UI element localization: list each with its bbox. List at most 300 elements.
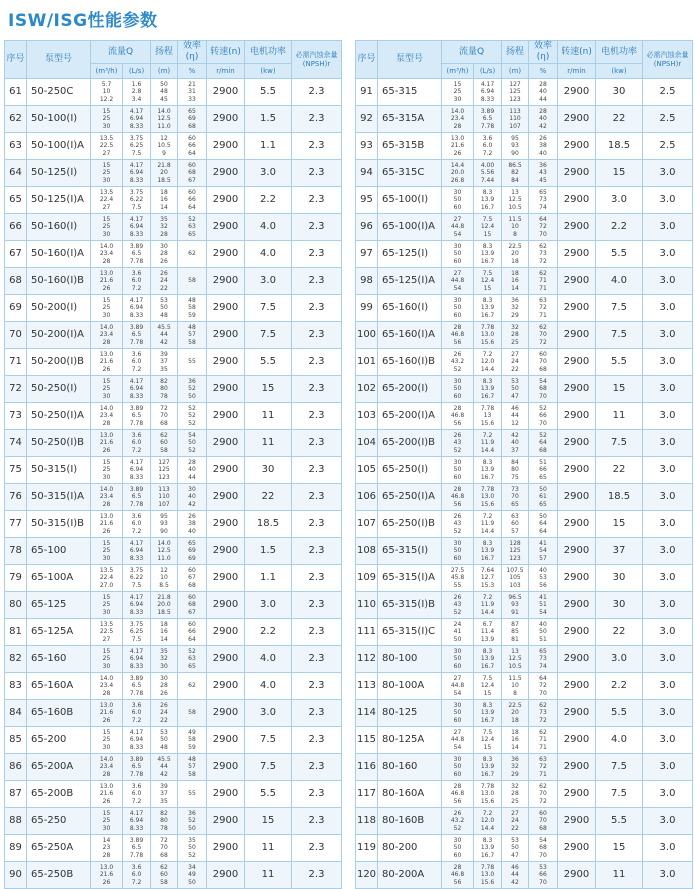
- cell-npsh: 2.3: [292, 457, 342, 484]
- table-row: [5, 403, 342, 430]
- cell-head-value: 123: [158, 473, 170, 481]
- cell-flow-ls: [123, 322, 151, 349]
- cell-flow-ls-value: 7.2: [131, 446, 142, 454]
- cell-flow-ls-value: 3.89: [480, 107, 495, 115]
- cell-flow-ls-value: 7.78: [129, 851, 144, 859]
- cell-head-value: 26: [160, 269, 168, 277]
- cell-efficiency: [178, 592, 207, 619]
- cell-efficiency: [529, 754, 558, 781]
- cell-flow-m3h-value: 30: [453, 539, 462, 547]
- cell-head-value: 24: [160, 709, 168, 717]
- cell-head-value: 10: [511, 682, 519, 690]
- cell-head-value: 50: [160, 80, 168, 88]
- cell-flow-ls-value: 7.78: [129, 770, 144, 778]
- cell-flow-ls: [123, 538, 151, 565]
- cell-head: [502, 700, 529, 727]
- cell-model: 50-200(I)B: [27, 349, 91, 376]
- cell-efficiency: [529, 808, 558, 835]
- cell-speed: 2900: [558, 133, 596, 160]
- cell-head: [502, 511, 529, 538]
- cell-npsh: 3.0: [643, 214, 693, 241]
- cell-power: 5.5: [245, 79, 292, 106]
- cell-efficiency-value: 58: [188, 709, 196, 717]
- cell-model: 65-100: [27, 538, 91, 565]
- cell-flow-ls-value: 7.78: [480, 782, 495, 790]
- cell-flow-m3h-value: 28: [102, 689, 111, 697]
- cell-flow-ls-value: 6.5: [131, 763, 142, 771]
- cell-flow-m3h-value: 22.5: [99, 142, 114, 150]
- cell-efficiency: [178, 673, 207, 700]
- cell-model: 65-125(I)A: [378, 268, 442, 295]
- cell-flow-m3h-value: 50: [453, 466, 462, 474]
- cell-flow-m3h-value: 50: [453, 655, 462, 663]
- col-header-head: 扬程: [502, 41, 529, 64]
- cell-flow-m3h-value: 54: [453, 689, 462, 697]
- cell-flow-ls-value: 6.0: [131, 358, 142, 366]
- cell-speed: 2900: [558, 241, 596, 268]
- cell-head-value: 50: [160, 304, 168, 312]
- cell-speed: 2900: [207, 322, 245, 349]
- cell-flow-m3h-value: 5.7: [101, 80, 112, 88]
- cell-flow-m3h-value: 14: [102, 836, 111, 844]
- cell-flow-m3h-value: 30: [453, 242, 462, 250]
- cell-efficiency-value: 70: [539, 392, 547, 400]
- cell-efficiency: [529, 187, 558, 214]
- cell-head-value: 18.5: [157, 608, 171, 616]
- cell-head-value: 107: [158, 500, 170, 508]
- cell-flow-ls-value: 6.0: [131, 709, 142, 717]
- cell-power: 2.2: [245, 187, 292, 214]
- cell-flow-ls: [474, 727, 502, 754]
- cell-flow-ls-value: 8.33: [129, 230, 144, 238]
- cell-flow-ls-value: 6.94: [129, 736, 144, 744]
- cell-flow-ls-value: 3.75: [129, 620, 144, 628]
- cell-model: 65-200A: [27, 754, 91, 781]
- cell-flow-m3h-value: 44.8: [450, 223, 465, 231]
- cell-efficiency-value: 66: [188, 196, 196, 204]
- cell-efficiency: [178, 79, 207, 106]
- cell-model: 50-160(I)B: [27, 268, 91, 295]
- cell-power: 15: [596, 511, 643, 538]
- cell-no: 112: [356, 646, 378, 673]
- cell-efficiency: [529, 160, 558, 187]
- cell-flow-ls-value: 15.6: [480, 878, 495, 886]
- cell-head: [502, 781, 529, 808]
- table-row: [5, 322, 342, 349]
- cell-efficiency-value: 49: [188, 728, 196, 736]
- table-row: [5, 835, 342, 862]
- table-row: [356, 106, 693, 133]
- col-header-flow-ls: (L/s): [474, 64, 502, 79]
- table-row: [356, 781, 693, 808]
- cell-flow-m3h-value: 28: [102, 500, 111, 508]
- cell-flow-ls-value: 13.9: [480, 709, 495, 717]
- cell-flow-ls-value: 6.0: [131, 277, 142, 285]
- cell-efficiency-value: 36: [188, 809, 196, 817]
- table-row: [5, 457, 342, 484]
- cell-head-value: 14: [160, 203, 168, 211]
- cell-flow-ls-value: 14.4: [480, 365, 495, 373]
- cell-flow-m3h-value: 25: [102, 736, 111, 744]
- table-row: [356, 484, 693, 511]
- cell-efficiency-value: 52: [539, 431, 547, 439]
- cell-flow-ls: [123, 376, 151, 403]
- cell-flow-m3h: [91, 592, 123, 619]
- cell-head-value: 44: [160, 331, 168, 339]
- cell-flow-m3h-value: 15: [453, 80, 462, 88]
- cell-flow-m3h-value: 43: [453, 601, 462, 609]
- cell-flow-ls-value: 14.4: [480, 446, 495, 454]
- cell-no: 95: [356, 187, 378, 214]
- cell-efficiency-value: 68: [539, 844, 547, 852]
- cell-power: 4.0: [245, 241, 292, 268]
- cell-efficiency-value: 65: [539, 500, 547, 508]
- cell-flow-ls-value: 13.9: [480, 655, 495, 663]
- cell-head-value: 12: [160, 566, 168, 574]
- cell-head-value: 82: [160, 377, 168, 385]
- cell-flow-ls-value: 16.7: [480, 311, 495, 319]
- cell-flow-m3h-value: 50: [453, 547, 462, 555]
- cell-speed: 2900: [558, 349, 596, 376]
- cell-speed: 2900: [207, 673, 245, 700]
- cell-speed: 2900: [558, 592, 596, 619]
- cell-flow-ls-value: 12.4: [480, 223, 495, 231]
- cell-no: 88: [5, 808, 27, 835]
- cell-flow-m3h-value: 28: [453, 485, 462, 493]
- cell-flow-m3h: [91, 322, 123, 349]
- cell-flow-ls-value: 6.94: [129, 601, 144, 609]
- cell-head-value: 24: [511, 817, 519, 825]
- cell-flow-ls-value: 7.78: [480, 122, 495, 130]
- cell-power: 4.0: [596, 268, 643, 295]
- cell-head-value: 37: [160, 358, 168, 366]
- cell-flow-m3h-value: 21.6: [99, 358, 114, 366]
- cell-flow-ls-value: 4.17: [129, 593, 144, 601]
- cell-flow-m3h-value: 30: [453, 458, 462, 466]
- cell-head-value: 18: [511, 728, 519, 736]
- cell-efficiency-value: 72: [539, 716, 547, 724]
- cell-flow-ls-value: 7.2: [482, 431, 493, 439]
- cell-flow-m3h-value: 56: [453, 500, 462, 508]
- cell-efficiency: [178, 160, 207, 187]
- cell-efficiency-value: 72: [539, 223, 547, 231]
- cell-flow-m3h-value: 26: [102, 797, 111, 805]
- cell-power: 7.5: [596, 430, 643, 457]
- cell-efficiency-value: 62: [539, 269, 547, 277]
- cell-efficiency-value: 63: [188, 655, 196, 663]
- cell-speed: 2900: [558, 754, 596, 781]
- cell-flow-ls-value: 7.5: [131, 149, 142, 157]
- cell-head-value: 14: [160, 635, 168, 643]
- cell-flow-ls-value: 8.3: [482, 458, 493, 466]
- cell-head-value: 27: [511, 809, 519, 817]
- cell-power: 3.0: [596, 646, 643, 673]
- cell-flow-ls-value: 3.89: [129, 242, 144, 250]
- cell-head: [502, 160, 529, 187]
- cell-efficiency-value: 62: [539, 728, 547, 736]
- cell-model: 50-250(I)A: [27, 403, 91, 430]
- cell-flow-ls-value: 8.33: [129, 176, 144, 184]
- cell-flow-m3h: [91, 295, 123, 322]
- cell-head-value: 37: [160, 790, 168, 798]
- cell-head-value: 75: [511, 473, 519, 481]
- cell-flow-ls-value: 4.17: [129, 809, 144, 817]
- cell-flow-ls: [474, 511, 502, 538]
- cell-flow-ls: [123, 673, 151, 700]
- cell-flow-ls: [123, 511, 151, 538]
- cell-flow-m3h-value: 30: [102, 176, 111, 184]
- cell-flow-m3h: [442, 754, 474, 781]
- cell-flow-m3h-value: 25: [102, 385, 111, 393]
- cell-flow-m3h-value: 45.8: [450, 574, 465, 582]
- cell-no: 97: [356, 241, 378, 268]
- cell-efficiency: [178, 538, 207, 565]
- cell-flow-ls: [474, 322, 502, 349]
- cell-power: 30: [245, 457, 292, 484]
- cell-flow-m3h-value: 28: [453, 782, 462, 790]
- table-row: [5, 781, 342, 808]
- cell-npsh: 2.3: [292, 376, 342, 403]
- cell-head-value: 30: [160, 242, 168, 250]
- cell-no: 101: [356, 349, 378, 376]
- cell-efficiency-value: 64: [539, 674, 547, 682]
- cell-flow-ls-value: 7.2: [131, 797, 142, 805]
- cell-flow-m3h-value: 30: [453, 296, 462, 304]
- cell-head-value: 70: [160, 844, 168, 852]
- cell-flow-ls-value: 7.78: [480, 404, 495, 412]
- cell-flow-ls: [474, 106, 502, 133]
- cell-efficiency-value: 60: [188, 566, 196, 574]
- cell-flow-m3h-value: 13.5: [99, 188, 114, 196]
- cell-no: 63: [5, 133, 27, 160]
- cell-efficiency-value: 28: [188, 458, 196, 466]
- cell-efficiency-value: 70: [539, 878, 547, 886]
- cell-head: [502, 349, 529, 376]
- table-row: [5, 295, 342, 322]
- cell-flow-ls: [123, 79, 151, 106]
- col-header-flow: 流量Q: [442, 41, 502, 64]
- cell-flow-ls-value: 4.17: [129, 296, 144, 304]
- cell-npsh: 2.3: [292, 430, 342, 457]
- cell-flow-ls-value: 8.33: [129, 554, 144, 562]
- cell-head-value: 80: [511, 466, 519, 474]
- cell-head-value: 32: [511, 782, 519, 790]
- cell-flow-m3h-value: 26: [102, 527, 111, 535]
- cell-no: 82: [5, 646, 27, 673]
- cell-flow-m3h-value: 23.4: [99, 682, 114, 690]
- cell-efficiency-value: 71: [539, 743, 547, 751]
- cell-head-value: 57: [511, 527, 519, 535]
- cell-head: [151, 241, 178, 268]
- cell-flow-ls-value: 7.78: [480, 323, 495, 331]
- cell-head: [151, 484, 178, 511]
- cell-efficiency-value: 40: [539, 566, 547, 574]
- performance-table-right: [355, 40, 693, 889]
- cell-power: 22: [596, 106, 643, 133]
- table-row: [356, 214, 693, 241]
- cell-head: [502, 403, 529, 430]
- cell-flow-m3h-value: 21.6: [99, 520, 114, 528]
- cell-flow-m3h: [91, 403, 123, 430]
- cell-model: 65-315(I)C: [378, 619, 442, 646]
- cell-model: 65-160B: [27, 700, 91, 727]
- cell-flow-m3h-value: 46.8: [450, 790, 465, 798]
- cell-no: 96: [356, 214, 378, 241]
- cell-flow-m3h-value: 56: [453, 338, 462, 346]
- cell-efficiency-value: 40: [188, 493, 196, 501]
- cell-model: 50-315(I)B: [27, 511, 91, 538]
- cell-no: 71: [5, 349, 27, 376]
- cell-speed: 2900: [207, 646, 245, 673]
- cell-head: [151, 862, 178, 889]
- cell-flow-m3h-value: 20.0: [450, 169, 465, 177]
- cell-head-value: 21.8: [157, 161, 171, 169]
- cell-npsh: 2.5: [643, 79, 693, 106]
- cell-flow-m3h-value: 28: [102, 419, 111, 427]
- cell-power: 18.5: [596, 484, 643, 511]
- cell-flow-m3h-value: 26: [453, 350, 462, 358]
- cell-flow-ls: [474, 403, 502, 430]
- cell-flow-m3h-value: 13.5: [99, 620, 114, 628]
- cell-efficiency: [529, 430, 558, 457]
- cell-flow-ls-value: 13.9: [480, 466, 495, 474]
- cell-head-value: 93: [511, 142, 519, 150]
- cell-speed: 2900: [207, 862, 245, 889]
- cell-head-value: 12.5: [157, 547, 171, 555]
- cell-efficiency: [529, 376, 558, 403]
- cell-no: 115: [356, 727, 378, 754]
- cell-flow-m3h-value: 30: [453, 836, 462, 844]
- cell-efficiency-value: 40: [539, 149, 547, 157]
- cell-flow-ls-value: 13.0: [480, 331, 495, 339]
- cell-flow-m3h-value: 15: [102, 377, 111, 385]
- cell-head-value: 53: [160, 296, 168, 304]
- cell-efficiency: [178, 619, 207, 646]
- cell-efficiency: [529, 295, 558, 322]
- cell-efficiency: [178, 862, 207, 889]
- cell-flow-m3h-value: 25: [102, 601, 111, 609]
- cell-flow-ls-value: 15.6: [480, 500, 495, 508]
- cell-efficiency-value: 68: [539, 385, 547, 393]
- cell-model: 80-160A: [378, 781, 442, 808]
- cell-no: 119: [356, 835, 378, 862]
- cell-efficiency-value: 65: [188, 230, 196, 238]
- cell-efficiency-value: 52: [188, 419, 196, 427]
- cell-flow-ls-value: 12.0: [480, 817, 495, 825]
- cell-efficiency-value: 65: [188, 107, 196, 115]
- cell-speed: 2900: [558, 646, 596, 673]
- cell-flow-m3h-value: 30: [453, 188, 462, 196]
- cell-model: 65-160(I): [378, 295, 442, 322]
- cell-flow-ls-value: 16.7: [480, 257, 495, 265]
- cell-head: [502, 295, 529, 322]
- cell-efficiency-value: 65: [539, 188, 547, 196]
- cell-flow-m3h: [442, 79, 474, 106]
- cell-flow-ls-value: 8.33: [129, 743, 144, 751]
- cell-head-value: 35: [160, 647, 168, 655]
- cell-head-value: 12.5: [508, 655, 522, 663]
- cell-head: [502, 808, 529, 835]
- cell-head-value: 20: [511, 250, 519, 258]
- cell-flow-ls: [123, 646, 151, 673]
- cell-no: 76: [5, 484, 27, 511]
- cell-flow-ls-value: 11.9: [480, 439, 495, 447]
- cell-head-value: 93: [511, 601, 519, 609]
- cell-flow-m3h-value: 60: [453, 770, 462, 778]
- cell-head-value: 16: [160, 628, 168, 636]
- cell-model: 50-315(I): [27, 457, 91, 484]
- cell-efficiency-value: 64: [188, 203, 196, 211]
- cell-no: 120: [356, 862, 378, 889]
- cell-npsh: 2.3: [292, 862, 342, 889]
- cell-flow-m3h-value: 56: [453, 878, 462, 886]
- cell-efficiency-value: 52: [539, 404, 547, 412]
- cell-flow-m3h-value: 60: [453, 662, 462, 670]
- cell-power: 7.5: [596, 295, 643, 322]
- cell-npsh: 3.0: [643, 160, 693, 187]
- cell-head: [151, 376, 178, 403]
- cell-efficiency: [529, 511, 558, 538]
- cell-flow-m3h-value: 43: [453, 439, 462, 447]
- cell-efficiency-value: 50: [539, 628, 547, 636]
- cell-speed: 2900: [207, 808, 245, 835]
- cell-no: 72: [5, 376, 27, 403]
- cell-flow-m3h-value: 13.0: [99, 350, 114, 358]
- cell-flow-ls: [474, 754, 502, 781]
- table-row: [5, 727, 342, 754]
- cell-npsh: 2.3: [292, 727, 342, 754]
- col-header-speed: 转速(n): [207, 41, 245, 64]
- cell-efficiency-value: 70: [539, 689, 547, 697]
- table-row: [5, 862, 342, 889]
- cell-head-value: 50: [160, 736, 168, 744]
- cell-flow-ls-value: 4.17: [129, 377, 144, 385]
- cell-efficiency-value: 71: [539, 277, 547, 285]
- cell-flow-ls-value: 6.94: [129, 466, 144, 474]
- cell-flow-m3h: [91, 754, 123, 781]
- cell-efficiency-value: 40: [188, 466, 196, 474]
- cell-flow-m3h-value: 13.5: [99, 566, 114, 574]
- table-row: [356, 241, 693, 268]
- cell-flow-ls-value: 7.2: [482, 350, 493, 358]
- cell-efficiency-value: 41: [539, 539, 547, 547]
- cell-flow-m3h-value: 25: [102, 115, 111, 123]
- cell-flow-m3h-value: 30: [453, 755, 462, 763]
- cell-flow-m3h: [442, 322, 474, 349]
- cell-head-value: 39: [160, 782, 168, 790]
- cell-efficiency: [529, 214, 558, 241]
- cell-flow-ls-value: 4.00: [480, 161, 495, 169]
- cell-head: [151, 106, 178, 133]
- cell-efficiency-value: 72: [539, 338, 547, 346]
- cell-efficiency-value: 71: [539, 284, 547, 292]
- cell-flow-m3h-value: 60: [453, 203, 462, 211]
- cell-efficiency-value: 72: [539, 763, 547, 771]
- cell-flow-ls-value: 15.6: [480, 338, 495, 346]
- cell-flow-ls-value: 3.75: [129, 566, 144, 574]
- cell-head: [151, 187, 178, 214]
- cell-efficiency-value: 50: [539, 485, 547, 493]
- cell-efficiency-value: 72: [539, 797, 547, 805]
- cell-efficiency: [529, 79, 558, 106]
- cell-flow-ls: [123, 214, 151, 241]
- cell-head: [151, 754, 178, 781]
- cell-no: 79: [5, 565, 27, 592]
- cell-flow-ls-value: 4.17: [129, 161, 144, 169]
- cell-head-value: 113: [158, 485, 170, 493]
- cell-head-value: 18: [511, 257, 519, 265]
- cell-head-value: 65: [511, 500, 519, 508]
